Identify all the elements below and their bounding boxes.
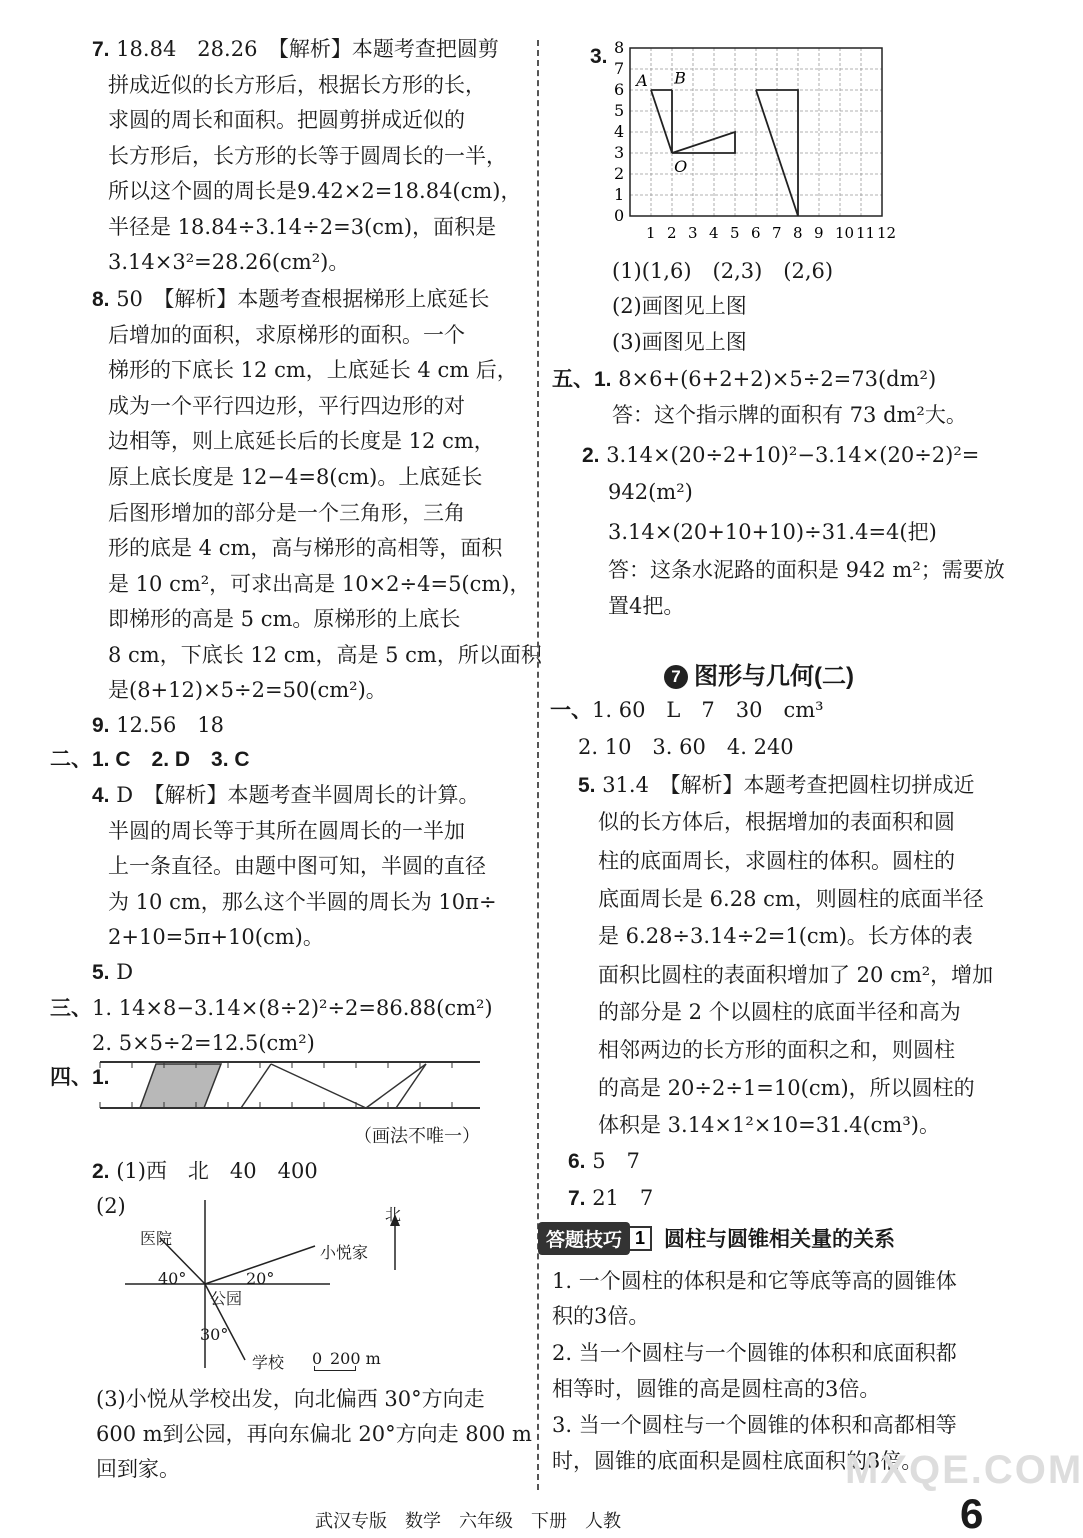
parallelogram-drawing: [96, 1058, 486, 1116]
x-tick-label: 5: [730, 224, 740, 242]
page-number: 6: [960, 1490, 984, 1537]
text-line: 半圆的周长等于其所在圆周长的一半加: [108, 819, 465, 843]
point-o-label: O: [674, 156, 688, 176]
x-tick-label: 8: [793, 224, 803, 242]
angle-30: 30°: [200, 1325, 229, 1344]
answer-5-2: 2. 3.14×(20÷2+10)²−3.14×(20÷2)²=: [582, 443, 980, 467]
point-a-label: A: [636, 70, 648, 90]
text-line: 的部分是 2 个以圆柱的底面半径和高为: [598, 1000, 961, 1024]
geometry-answer-7: 7. 21 7: [568, 1186, 654, 1210]
park-label: 公园: [210, 1289, 243, 1308]
text-line: 942(m²): [608, 480, 693, 504]
answer-7: 7. 18.84 28.26 【解析】本题考查把圆剪: [92, 37, 499, 61]
text-line: 8 cm，下底长 12 cm，高是 5 cm，所以面积: [108, 643, 542, 667]
triangle-right: [672, 132, 735, 153]
answer-2-5: 5. D: [92, 960, 134, 984]
school-label: 学校: [252, 1353, 285, 1372]
text-line: 时，圆锥的底面积是圆柱底面积的3倍。: [552, 1449, 923, 1473]
answer-4-2: 2. (1)西 北 40 400: [92, 1159, 318, 1183]
y-tick-label: 1: [614, 185, 625, 204]
text-line: 体积是 3.14×1²×10=31.4(cm³)。: [598, 1113, 940, 1137]
text-line: 长方形后，长方形的长等于圆周长的一半，: [108, 144, 507, 168]
text-line: (1)(1,6) (2,3) (2,6): [612, 259, 834, 283]
text-line: 为 10 cm，那么这个半圆的周长为 10π÷: [108, 890, 497, 914]
home-label: 小悦家: [320, 1243, 369, 1262]
tip-label: 答题技巧: [538, 1222, 630, 1255]
angle-40: 40°: [158, 1269, 187, 1288]
geometry-section-1: 一、1. 60 L 7 30 cm³: [550, 698, 824, 722]
x-tick-label: 3: [688, 224, 698, 242]
footer: 武汉专版 数学 六年级 下册 人教: [315, 1511, 621, 1532]
section-2: 二、1. C 2. D 3. C: [50, 748, 250, 771]
tip-title: 圆柱与圆锥相关量的关系: [664, 1228, 896, 1251]
text-line: 答：这条水泥路的面积是 942 m²；需要放: [608, 558, 1005, 582]
text-line: 后图形增加的部分是一个三角形，三角: [108, 501, 465, 525]
x-tick-label: 2: [667, 224, 677, 242]
x-tick-label: 12: [877, 224, 897, 242]
tip-header: [538, 1222, 895, 1254]
text-line: 是 10 cm²，可求出高是 10×2÷4=5(cm)，: [108, 572, 531, 596]
scale-zero: 0: [312, 1349, 323, 1368]
geometry-answer-5: 5. 31.4 【解析】本题考查把圆柱切拼成近: [578, 773, 975, 797]
text-line: (3)小悦从学校出发，向北偏西 30°方向走: [96, 1387, 485, 1411]
text-line: 后增加的面积，求原梯形的面积。一个: [108, 323, 465, 347]
watermark: MXQE.COM: [845, 1448, 1083, 1492]
text-line: 是 6.28÷3.14÷2=1(cm)。长方体的表: [598, 924, 973, 948]
text-line: 600 m到公园，再向东偏北 20°方向走 800 m: [96, 1422, 532, 1446]
column-divider: [537, 40, 539, 1490]
text-line: 是(8+12)×5÷2=50(cm²)。: [108, 678, 387, 702]
text-line: 边相等，则上底延长后的长度是 12 cm，: [108, 429, 495, 453]
y-tick-label: 8: [614, 38, 625, 57]
y-tick-label: 2: [614, 164, 625, 183]
triangle-abo: [651, 90, 672, 153]
text-line: 原上底长度是 12−4=8(cm)。上底延长: [108, 465, 483, 489]
text-line: 答：这个指示牌的面积有 73 dm²大。: [612, 403, 967, 427]
x-tick-label: 6: [751, 224, 761, 242]
text-line: 半径是 18.84÷3.14÷2=3(cm)，面积是: [108, 215, 497, 239]
text-line: 积的3倍。: [552, 1304, 650, 1328]
text-line: 拼成近似的长方形后，根据长方形的长，: [108, 73, 486, 97]
text-line: 求圆的周长和面积。把圆剪拼成近似的: [108, 108, 465, 132]
tip-number: 1: [628, 1226, 652, 1251]
scale-bar: [314, 1366, 356, 1371]
text-line: 2. 10 3. 60 4. 240: [578, 735, 794, 759]
text-line: (3)画图见上图: [612, 330, 747, 354]
x-tick-label: 4: [709, 224, 719, 242]
y-tick-label: 7: [614, 59, 625, 78]
text-line: 所以这个圆的周长是9.42×2=18.84(cm)，: [108, 179, 522, 203]
section-3: 三、1. 14×8−3.14×(8÷2)²÷2=86.88(cm²): [50, 996, 493, 1020]
answer-8: 8. 50 【解析】本题考查根据梯形上底延长: [92, 287, 490, 311]
section-badge: 7: [664, 665, 688, 689]
text-line: 相等时，圆锥的高是圆柱高的3倍。: [552, 1377, 881, 1401]
y-tick-label: 5: [614, 101, 625, 120]
text-line: 上一条直径。由题中图可知，半圆的直径: [108, 854, 486, 878]
text-line: 1. 一个圆柱的体积是和它等底等高的圆锥体: [552, 1269, 957, 1293]
text-line: 柱的底面周长，求圆柱的体积。圆柱的: [598, 849, 955, 873]
x-tick-label: 1: [646, 224, 656, 242]
answer-2-4: 4. D 【解析】本题考查半圆周长的计算。: [92, 783, 480, 807]
text-line: (2): [96, 1194, 126, 1218]
section-title: 7 图形与几何(二): [664, 656, 854, 691]
point-b-label: B: [674, 68, 686, 88]
y-tick-label: 0: [614, 206, 625, 225]
section-4: 四、1.: [50, 1066, 110, 1089]
text-line: 的高是 20÷2÷1=10(cm)，所以圆柱的: [598, 1076, 975, 1100]
text-line: (2)画图见上图: [612, 294, 747, 318]
angle-20: 20°: [246, 1269, 275, 1288]
text-line: 成为一个平行四边形，平行四边形的对: [108, 394, 465, 418]
text-line: 置4把。: [608, 594, 685, 618]
scale-label: 200 m: [330, 1349, 381, 1368]
text-line: 底面周长是 6.28 cm，则圆柱的底面半径: [598, 887, 984, 911]
text-line: 3. 当一个圆柱与一个圆锥的体积和高都相等: [552, 1413, 957, 1437]
geometry-answer-6: 6. 5 7: [568, 1149, 640, 1173]
drawing-note: （画法不唯一）: [354, 1126, 480, 1147]
section-5: 五、1. 8×6+(6+2+2)×5÷2=73(dm²): [552, 367, 937, 391]
coordinate-grid: [600, 40, 900, 245]
y-tick-label: 3: [614, 143, 625, 162]
text-line: 3.14×(20+10+10)÷31.4=4(把): [608, 520, 937, 544]
text-line: 面积比圆柱的表面积增加了 20 cm²，增加: [598, 963, 994, 987]
y-tick-label: 4: [614, 122, 625, 141]
text-line: 形的底是 4 cm，高与梯形的高相等，面积: [108, 536, 503, 560]
text-line: 似的长方体后，根据增加的表面积和圆: [598, 810, 955, 834]
text-line: 3.14×3²=28.26(cm²)。: [108, 250, 350, 274]
y-tick-label: 6: [614, 80, 625, 99]
north-label: 北: [385, 1205, 402, 1224]
x-tick-label: 9: [814, 224, 824, 242]
text-line: 即梯形的高是 5 cm。原梯形的上底长: [108, 607, 461, 631]
answer-3: 3.: [590, 45, 608, 68]
text-line: 相邻两边的长方形的面积之和，则圆柱: [598, 1038, 955, 1062]
x-tick-label: 7: [772, 224, 782, 242]
text-line: 2. 5×5÷2=12.5(cm²): [92, 1031, 315, 1055]
answer-9: 9. 12.56 18: [92, 713, 225, 737]
hospital-label: 医院: [140, 1229, 173, 1248]
text-line: 2+10=5π+10(cm)。: [108, 925, 324, 949]
text-line: 回到家。: [96, 1457, 180, 1481]
text-line: 2. 当一个圆柱与一个圆锥的体积和底面积都: [552, 1341, 957, 1365]
text-line: 梯形的下底长 12 cm，上底延长 4 cm 后，: [108, 358, 518, 382]
x-tick-label: 11: [856, 224, 876, 242]
x-tick-label: 10: [835, 224, 855, 242]
